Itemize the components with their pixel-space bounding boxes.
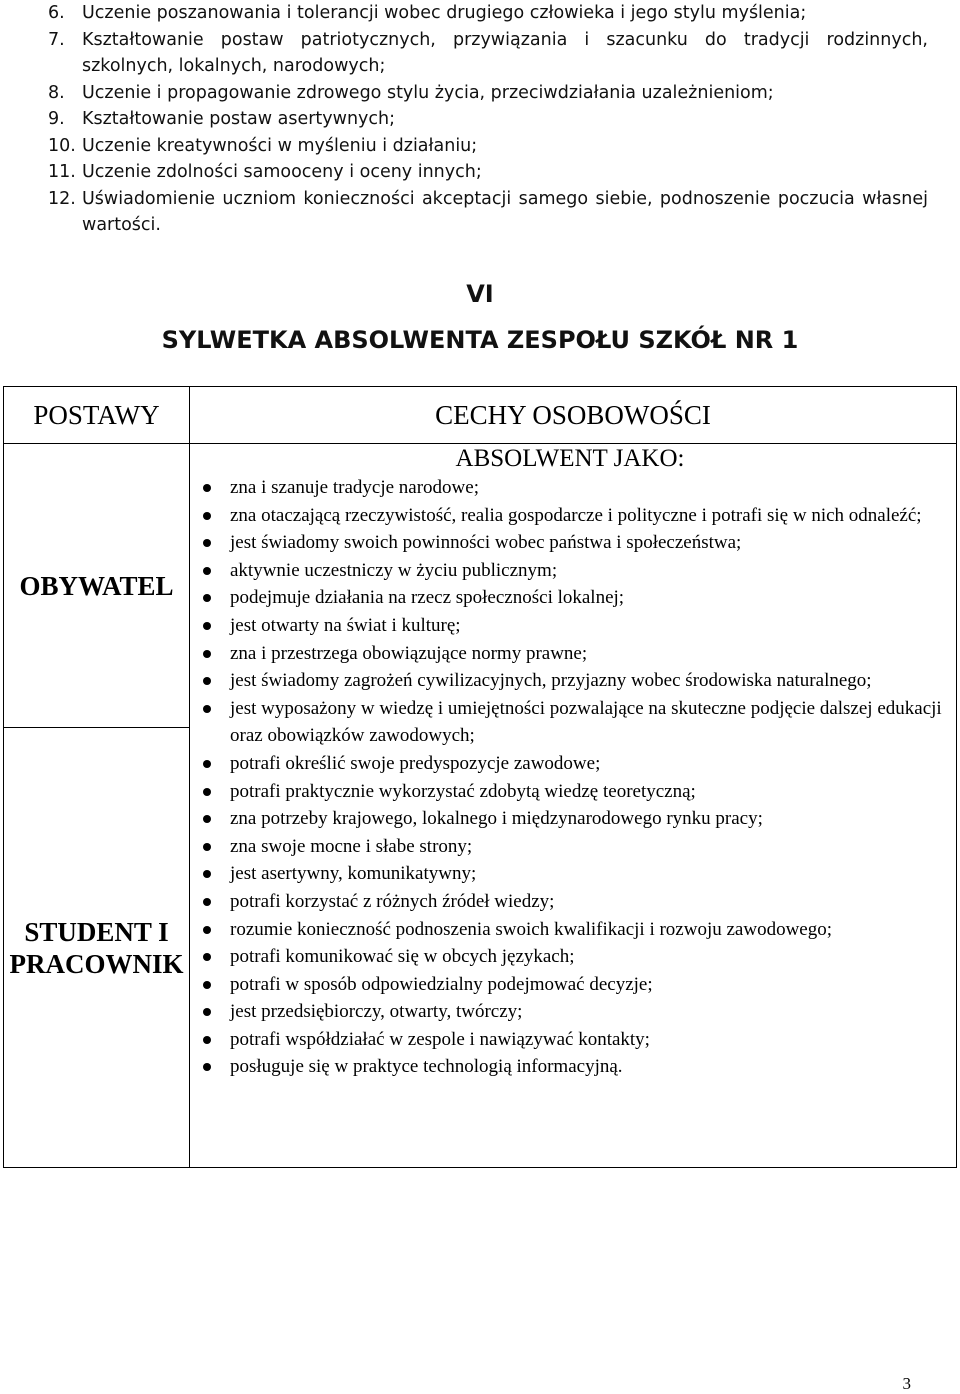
bullet-icon	[203, 512, 211, 520]
bullet-icon	[203, 622, 211, 630]
trait-text: jest świadomy zagrożeń cywilizacyjnych, przyjazny wobec środowiska naturalnego;	[230, 670, 872, 692]
trait-item	[190, 612, 950, 640]
section-number: VI	[466, 280, 494, 308]
bullet-icon	[203, 650, 211, 658]
bullet-icon	[203, 705, 211, 713]
trait-item	[190, 778, 950, 806]
header-postawy: POSTAWY	[4, 387, 190, 444]
goal-number: 8.	[48, 82, 65, 103]
trait-item	[190, 750, 950, 778]
role-student-pracownik: STUDENT I PRACOWNIK	[4, 728, 190, 1168]
goal-number: 6.	[48, 3, 65, 23]
trait-item	[190, 971, 950, 999]
trait-text: zna otaczającą rzeczywistość, realia gospodarcze i polityczne i potrafi się w nich odnaleźć;	[230, 504, 922, 526]
bullet-icon	[203, 594, 211, 602]
bullet-icon	[203, 981, 211, 989]
bullet-icon	[203, 953, 211, 961]
trait-item	[190, 557, 950, 585]
header-cechy: CECHY OSOBOWOŚCI	[190, 387, 957, 444]
trait-item	[190, 695, 950, 750]
trait-text: jest przedsiębiorczy, otwarty, twórczy;	[230, 1001, 523, 1023]
trait-text: zna i przestrzega obowiązujące normy prawne;	[230, 642, 588, 664]
trait-item	[190, 860, 950, 888]
trait-item	[190, 943, 950, 971]
goal-text: Uczenie i propagowanie zdrowego stylu życia, przeciwdziałania uzależnieniom;	[82, 82, 774, 103]
goal-text: Kształtowanie postaw asertywnych;	[82, 109, 396, 129]
trait-item	[190, 529, 950, 557]
table-row	[4, 444, 957, 728]
goals-list	[48, 0, 928, 239]
goal-item	[48, 159, 928, 186]
trait-item	[190, 667, 950, 695]
bullet-icon	[203, 677, 211, 685]
trait-item	[190, 584, 950, 612]
trait-text: zna i szanuje tradycje narodowe;	[230, 477, 479, 498]
table-header-row	[4, 387, 957, 444]
table-subtitle: ABSOLWENT JAKO:	[455, 445, 685, 472]
goal-text: Uczenie zdolności samooceny i oceny innych;	[82, 162, 482, 182]
trait-text: zna potrzeby krajowego, lokalnego i międzynarodowego rynku pracy;	[230, 808, 763, 830]
trait-text: jest asertywny, komunikatywny;	[230, 863, 477, 885]
goal-item	[48, 133, 928, 160]
bullet-icon	[203, 760, 211, 768]
trait-item	[190, 1053, 950, 1081]
trait-text: posługuje się w praktyce technologią informacyjną.	[230, 1056, 623, 1078]
goal-number: 9.	[48, 109, 65, 129]
trait-text: potrafi praktycznie wykorzystać zdobytą wiedzę teoretyczną;	[230, 780, 696, 802]
trait-item	[190, 833, 950, 861]
goal-number: 10.	[48, 135, 76, 156]
trait-item	[190, 998, 950, 1026]
goal-item	[48, 27, 928, 80]
goal-number: 11.	[48, 162, 76, 182]
section-title: SYLWETKA ABSOLWENTA ZESPOŁU SZKÓŁ NR 1	[161, 326, 799, 354]
trait-text: jest wyposażony w wiedzę i umiejętności pozwalające na skuteczne podjęcie dalszej edukacji oraz obowiązków zawodowych;	[230, 697, 942, 747]
trait-text: jest świadomy swoich powinności wobec państwa i społeczeństwa;	[230, 532, 742, 554]
trait-text: zna swoje mocne i słabe strony;	[230, 835, 473, 857]
bullet-icon	[203, 1063, 211, 1071]
goal-item	[48, 0, 928, 27]
goal-text: Kształtowanie postaw patriotycznych, przywiązania i szacunku do tradycji rodzinnych, szkolnych, lokalnych, narodowych;	[82, 29, 928, 76]
trait-text: potrafi określić swoje predyspozycje zawodowe;	[230, 752, 601, 774]
trait-text: potrafi współdziałać w zespole i nawiązywać kontakty;	[230, 1028, 650, 1050]
bullet-icon	[203, 1036, 211, 1044]
bullet-icon	[203, 870, 211, 878]
bullet-icon	[203, 539, 211, 547]
bullet-icon	[203, 843, 211, 851]
goal-text: Uczenie kreatywności w myśleniu i działaniu;	[82, 135, 478, 156]
goal-item	[48, 106, 928, 133]
graduate-profile-table	[3, 386, 957, 1168]
bullet-icon	[203, 815, 211, 823]
goal-item	[48, 80, 928, 107]
trait-text: potrafi korzystać z różnych źródeł wiedzy;	[230, 890, 555, 912]
trait-item	[190, 805, 950, 833]
trait-text: podejmuje działania na rzecz społeczności lokalnej;	[230, 587, 625, 609]
trait-text: rozumie konieczność podnoszenia swoich kwalifikacji i rozwoju zawodowego;	[230, 918, 833, 940]
bullet-icon	[203, 788, 211, 796]
page-number: 3	[902, 1374, 911, 1393]
trait-text: potrafi w sposób odpowiedzialny podejmować decyzje;	[230, 973, 653, 995]
traits-cell	[190, 444, 957, 1168]
traits-list	[190, 474, 950, 1081]
goal-item	[48, 186, 928, 239]
bullet-icon	[203, 926, 211, 934]
bullet-icon	[203, 567, 211, 575]
trait-text: aktywnie uczestniczy w życiu publicznym;	[230, 559, 558, 581]
goal-number: 7.	[48, 29, 65, 50]
goal-number: 12.	[48, 188, 76, 209]
trait-text: jest otwarty na świat i kulturę;	[230, 614, 461, 636]
bullet-icon	[203, 1008, 211, 1016]
goal-text: Uświadomienie uczniom konieczności akceptacji samego siebie, podnoszenie poczucia własnej wartości.	[82, 188, 928, 235]
goal-text: Uczenie poszanowania i tolerancji wobec drugiego człowieka i jego stylu myślenia;	[82, 3, 807, 23]
trait-text: potrafi komunikować się w obcych językach;	[230, 946, 575, 968]
bullet-icon	[203, 484, 211, 492]
trait-item	[190, 888, 950, 916]
trait-item	[190, 474, 950, 502]
trait-item	[190, 640, 950, 668]
role-obywatel: OBYWATEL	[4, 444, 190, 728]
trait-item	[190, 916, 950, 944]
trait-item	[190, 1026, 950, 1054]
trait-item	[190, 502, 950, 530]
bullet-icon	[203, 898, 211, 906]
